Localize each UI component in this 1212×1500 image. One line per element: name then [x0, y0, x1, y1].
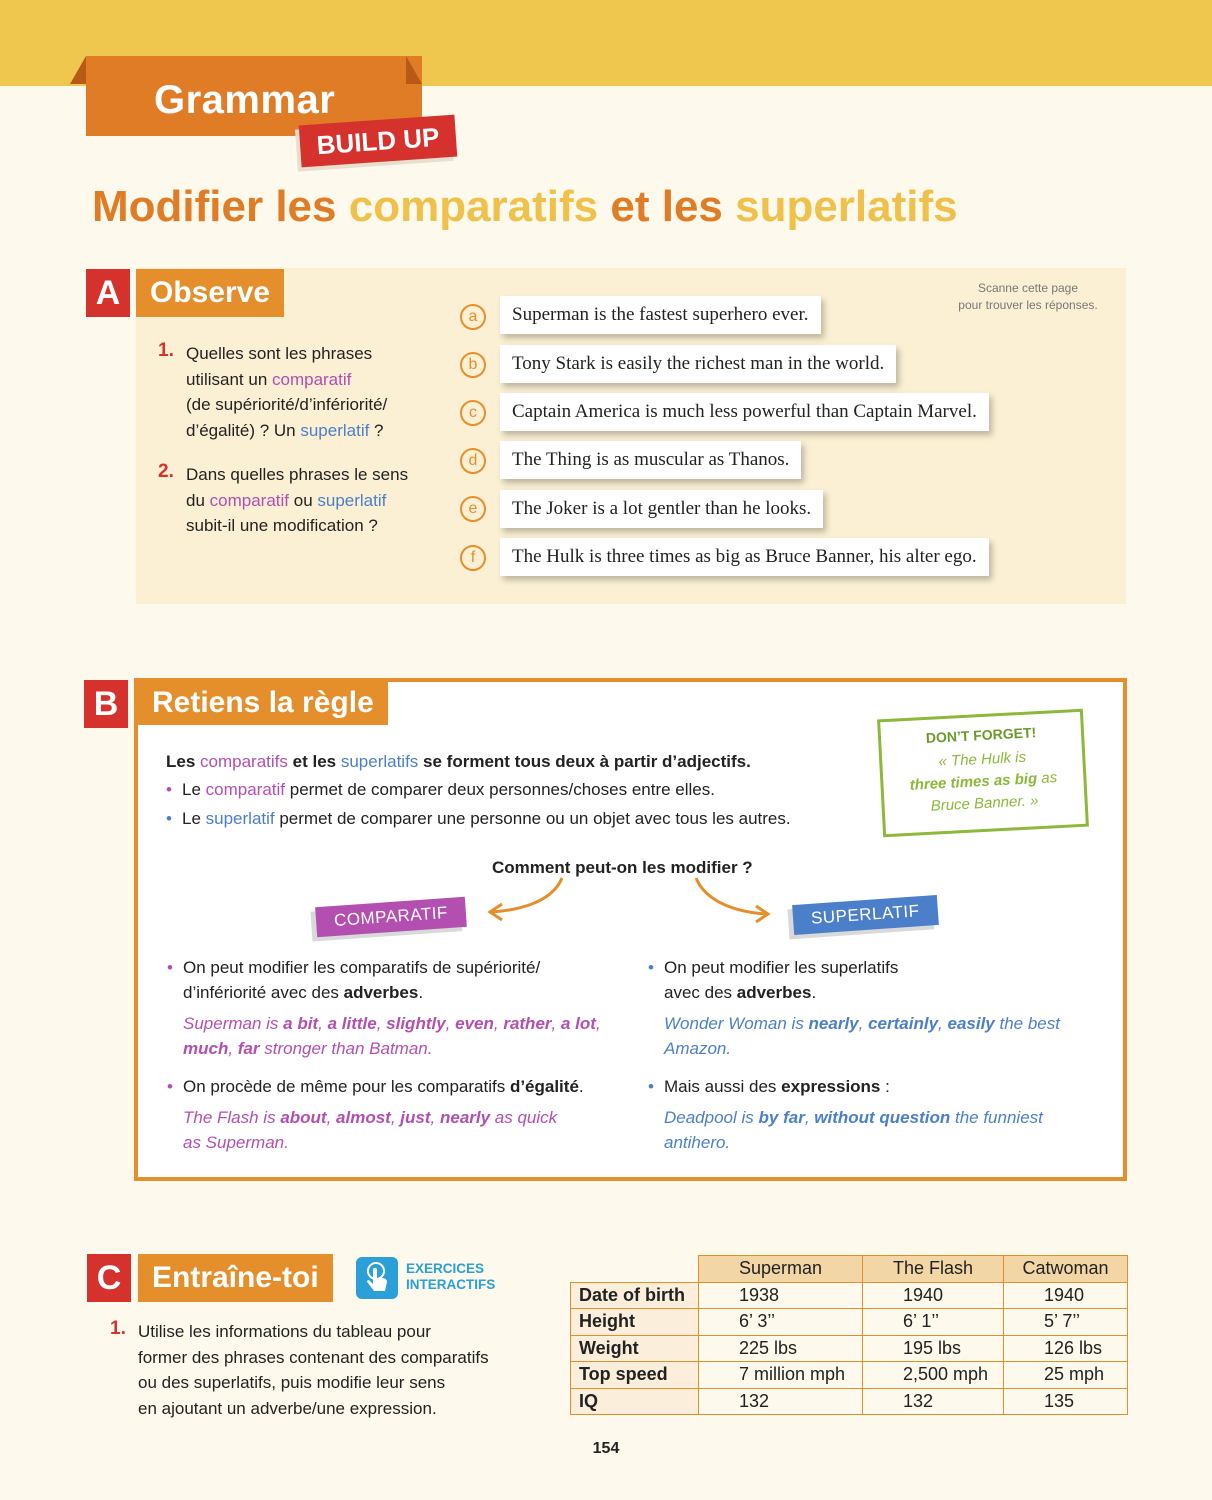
q-span: ?	[369, 420, 384, 440]
table-cell: 6’ 3’’	[699, 1309, 863, 1336]
rule-bold: d’égalité	[509, 1077, 579, 1096]
ex-bold: almost	[336, 1108, 391, 1127]
ex-span: Wonder Woman is	[664, 1014, 809, 1033]
ex-span: ,	[551, 1014, 561, 1033]
rule-span: Le	[182, 780, 206, 799]
title-part: Modifier les	[92, 182, 349, 231]
rule-span: se forment tous deux à partir d’adjectifs.	[418, 752, 751, 771]
table-row	[571, 1282, 1128, 1309]
question-1-text	[186, 341, 446, 443]
exercise-line: former des phrases contenant des comparatifs	[138, 1347, 489, 1367]
question-2-number: 2.	[158, 461, 174, 482]
rule-span: superlatif	[205, 809, 275, 828]
row-label: Date of birth	[571, 1282, 699, 1309]
arrow-right	[696, 878, 766, 914]
table-cell: 5’ 7’’	[1004, 1309, 1128, 1336]
quote-span: as	[1036, 769, 1058, 788]
example-line	[664, 1105, 1094, 1130]
quote-line: « The Hulk is	[938, 748, 1027, 771]
rule-span: .	[418, 983, 424, 1002]
ex-span: ,	[318, 1014, 328, 1033]
comparatif-rule-2	[183, 1074, 584, 1099]
heroes-table	[570, 1255, 1128, 1415]
ex-bold: slightly	[386, 1014, 446, 1033]
ex-bold: just	[400, 1108, 431, 1127]
q-span: superlatif	[300, 420, 370, 440]
scan-note-line: Scanne cette page	[977, 281, 1079, 295]
q-line	[186, 367, 446, 393]
sentence-card-f: The Hulk is three times as big as Bruce Banner, his alter ego.	[500, 538, 989, 576]
question-2-text	[186, 462, 446, 539]
table-cell: 1940	[1004, 1282, 1128, 1309]
question-1-number: 1.	[158, 340, 174, 361]
ex-bold: by far	[758, 1108, 805, 1127]
rule-span: :	[880, 1077, 890, 1096]
exercise-1-number: 1.	[110, 1318, 126, 1339]
ex-label-line: INTERACTIFS	[406, 1277, 496, 1292]
table-cell: 126 lbs	[1004, 1335, 1128, 1362]
rule-span: comparatif	[205, 780, 286, 799]
ex-span: stronger than Batman.	[259, 1039, 433, 1058]
table-cell: 2,500 mph	[863, 1362, 1004, 1389]
ex-span: the funniest	[950, 1108, 1043, 1127]
table-cell: 7 million mph	[699, 1362, 863, 1389]
ex-bold: far	[237, 1039, 260, 1058]
section-a-letter: A	[86, 269, 130, 317]
section-b-label: Retiens la règle	[138, 681, 388, 725]
ex-span: ,	[445, 1014, 456, 1033]
sentence-letter-f: f	[460, 545, 486, 571]
sentence-letter-c: c	[460, 400, 486, 426]
ex-bold: even	[455, 1014, 494, 1033]
scan-note-line: pour trouver les réponses.	[958, 298, 1098, 312]
ex-span: ,	[595, 1014, 601, 1033]
arrow-left	[492, 878, 562, 912]
q-line	[186, 488, 446, 514]
rule-line	[664, 980, 1084, 1005]
rule-span: On procède de même pour les comparatifs	[183, 1077, 510, 1096]
row-label: Weight	[571, 1335, 699, 1362]
rule-span: et les	[287, 752, 341, 771]
page-number: 154	[592, 1440, 620, 1457]
rule-line: • On peut modifier les comparatifs de supériorité/	[183, 958, 541, 977]
sentence-card-e: The Joker is a lot gentler than he looks.	[500, 490, 823, 528]
rule-span: Mais aussi des	[664, 1077, 782, 1096]
superlatif-example-1	[664, 1011, 1094, 1061]
ex-span: ,	[430, 1108, 440, 1127]
rule-span: .	[811, 983, 817, 1002]
ex-bold: certainly	[868, 1014, 939, 1033]
section-a-label: Observe	[136, 269, 284, 317]
modify-question: Comment peut-on les modifier ?	[492, 858, 753, 877]
table-row	[571, 1388, 1128, 1415]
ribbon-fold-left	[70, 56, 86, 84]
title-part: comparatifs	[348, 182, 599, 231]
ex-span: ,	[228, 1039, 238, 1058]
rule-bold: adverbes	[736, 983, 812, 1002]
row-label: Top speed	[571, 1362, 699, 1389]
superlatif-tag: SUPERLATIF	[792, 895, 938, 935]
ex-bold: nearly	[808, 1014, 859, 1033]
touch-icon[interactable]	[356, 1257, 398, 1299]
ex-label-line: EXERCICES	[406, 1261, 485, 1276]
ex-bold: a bit	[283, 1014, 319, 1033]
rule-bold: expressions	[781, 1077, 881, 1096]
q-line: (de supériorité/d’infériorité/	[186, 395, 388, 414]
sentence-letter-a: a	[460, 304, 486, 330]
q-span: superlatif	[317, 490, 387, 510]
exercise-line: en ajoutant un adverbe/une expression.	[138, 1398, 437, 1418]
table-cell: 6’ 1’’	[863, 1309, 1004, 1336]
ex-span: ,	[390, 1108, 401, 1127]
rule-span: Le	[182, 809, 206, 828]
hand-pointer-icon	[356, 1257, 398, 1299]
rule-span: comparatifs	[200, 752, 288, 771]
q-span: comparatif	[209, 490, 290, 510]
table-corner	[571, 1256, 699, 1283]
rule-span: d’infériorité avec des	[183, 983, 344, 1002]
build-up-badge: BUILD UP	[299, 115, 458, 168]
sentence-card-a: Superman is the fastest superhero ever.	[500, 296, 821, 334]
comparatif-tag: COMPARATIF	[315, 897, 467, 937]
ex-span: ,	[326, 1108, 337, 1127]
table-row	[571, 1362, 1128, 1389]
q-span: comparatif	[272, 369, 352, 389]
q-line: Dans quelles phrases le sens	[186, 465, 409, 484]
ribbon-fold-right	[406, 56, 422, 84]
q-span: ou	[289, 490, 318, 510]
rule-span: superlatifs	[340, 752, 419, 771]
ex-bold: easily	[947, 1014, 995, 1033]
example-line	[183, 1036, 633, 1061]
table-cell: 1940	[863, 1282, 1004, 1309]
ex-bold: without question	[814, 1108, 951, 1127]
table-cell: 135	[1004, 1388, 1128, 1415]
title-part: superlatifs	[735, 182, 958, 231]
section-c-letter: C	[87, 1254, 131, 1302]
table-row	[571, 1309, 1128, 1336]
table-cell: 195 lbs	[863, 1335, 1004, 1362]
q-line	[186, 418, 446, 444]
comparatif-example-1	[183, 1011, 633, 1061]
dont-forget-note	[877, 709, 1089, 838]
section-b-letter: B	[84, 680, 128, 728]
rule-bold: adverbes	[343, 983, 419, 1002]
dont-forget-quote	[882, 744, 1085, 820]
branch-arrows	[480, 872, 780, 932]
table-cell: 25 mph	[1004, 1362, 1128, 1389]
rule-span: permet de comparer deux personnes/choses entre elles.	[285, 780, 715, 799]
q-span: d’égalité) ? Un	[186, 420, 301, 440]
dont-forget-title: DON’T FORGET!	[925, 724, 1037, 746]
example-line	[183, 1105, 603, 1130]
ex-span: Superman is	[183, 1014, 284, 1033]
quote-line: Bruce Banner. »	[930, 792, 1039, 815]
exercise-line: ou des superlatifs, puis modifie leur sens	[138, 1373, 446, 1392]
superlatif-rule-1	[664, 955, 1084, 1005]
superlatif-example-2	[664, 1105, 1094, 1155]
rule-intro	[166, 749, 751, 774]
sentence-letter-e: e	[460, 496, 486, 522]
ex-span: ,	[804, 1108, 815, 1127]
rule-line: • On peut modifier les superlatifs	[664, 958, 899, 977]
q-span: du	[186, 490, 210, 510]
ex-bold: a little	[327, 1014, 377, 1033]
quote-bold: three times as big	[909, 770, 1038, 794]
scan-note	[940, 280, 1116, 314]
row-label: Height	[571, 1309, 699, 1336]
rule-bullet-superlatif	[182, 806, 791, 831]
page-title	[92, 182, 958, 232]
rule-span: .	[578, 1077, 584, 1096]
ex-span: the best	[994, 1014, 1060, 1033]
q-line: Quelles sont les phrases	[186, 344, 373, 363]
table-header: Catwoman	[1004, 1256, 1128, 1283]
sentence-card-b: Tony Stark is easily the richest man in the world.	[500, 345, 896, 383]
sentence-letter-d: d	[460, 448, 486, 474]
ex-span: as quick	[490, 1108, 558, 1127]
table-cell: 132	[863, 1388, 1004, 1415]
sentence-card-d: The Thing is as muscular as Thanos.	[500, 441, 801, 479]
rule-bullet-comparatif	[182, 777, 715, 802]
table-header: The Flash	[863, 1256, 1004, 1283]
table-row	[571, 1335, 1128, 1362]
comparatif-example-2	[183, 1105, 603, 1155]
example-line	[183, 1011, 633, 1036]
table-cell: 225 lbs	[699, 1335, 863, 1362]
interactive-exercises-link[interactable]	[406, 1261, 495, 1293]
exercise-line: Utilise les informations du tableau pour	[138, 1322, 431, 1341]
superlatif-rule-2	[664, 1074, 890, 1099]
ex-span: Deadpool is	[664, 1108, 759, 1127]
table-header: Superman	[699, 1256, 863, 1283]
comparatif-rule-1	[183, 955, 603, 1005]
ex-span: ,	[376, 1014, 387, 1033]
sentence-card-c: Captain America is much less powerful than Captain Marvel.	[500, 393, 989, 431]
ex-bold: about	[280, 1108, 327, 1127]
ex-bold: nearly	[439, 1108, 491, 1127]
rule-span: permet de comparer une personne ou un objet avec tous les autres.	[274, 809, 791, 828]
ex-bold: rather	[503, 1014, 552, 1033]
example-line: antihero.	[664, 1133, 731, 1152]
table-cell: 1938	[699, 1282, 863, 1309]
row-label: IQ	[571, 1388, 699, 1415]
ex-span: ,	[938, 1014, 948, 1033]
ex-bold: much	[183, 1039, 229, 1058]
rule-span: Les	[166, 752, 201, 771]
ex-bold: a lot	[560, 1014, 596, 1033]
table-cell: 132	[699, 1388, 863, 1415]
q-line: subit-il une modification ?	[186, 516, 378, 535]
table-header-row	[571, 1256, 1128, 1283]
example-line: Amazon.	[664, 1039, 732, 1058]
grammar-title: Grammar	[154, 78, 336, 122]
sentence-letter-b: b	[460, 352, 486, 378]
exercise-1-text	[138, 1319, 558, 1421]
ex-span: The Flash is	[183, 1108, 281, 1127]
section-c-label: Entraîne-toi	[138, 1254, 333, 1302]
rule-line	[183, 980, 603, 1005]
q-span: utilisant un	[186, 369, 272, 389]
title-part: et les	[598, 182, 736, 231]
rule-span: avec des	[664, 983, 737, 1002]
example-line: as Superman.	[183, 1133, 289, 1152]
example-line	[664, 1011, 1094, 1036]
ex-span: ,	[858, 1014, 869, 1033]
ex-span: ,	[493, 1014, 504, 1033]
